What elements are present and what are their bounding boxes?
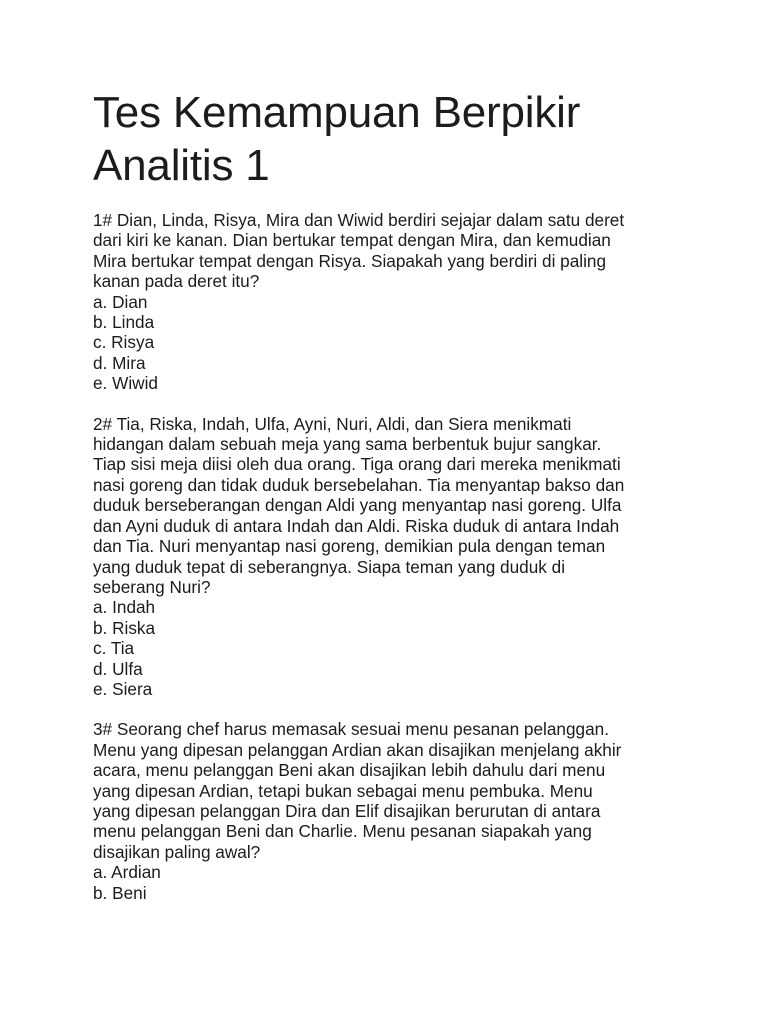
answer-option: e. Siera xyxy=(93,678,153,699)
question-text: 2# Tia, Riska, Indah, Ulfa, Ayni, Nuri, Aldi, dan Siera menikmati hidangan dalam sebuah meja yang sama berbentuk bujur sangkar. Tiap sisi meja diisi oleh dua orang. Tiga orang dari mereka menikmati nasi goreng dan tidak duduk bersebelahan. Tia menyantap bakso dan duduk berseberangan dengan Aldi yang menyantap nasi goreng. Ulfa dan Ayni duduk di antara Indah dan Aldi. Riska duduk di antara Indah dan Tia. Nuri menyantap nasi goreng, demikian pula dengan teman yang duduk tepat di seberangnya. Siapa teman yang duduk di seberang Nuri? xyxy=(93,413,625,597)
answer-options xyxy=(93,292,693,394)
answer-options xyxy=(93,597,693,699)
question-2 xyxy=(93,414,693,700)
answer-option: d. Ulfa xyxy=(93,658,143,679)
answer-option: d. Mira xyxy=(93,352,146,373)
document-page xyxy=(93,86,693,903)
answer-option: a. Ardian xyxy=(93,862,161,883)
answer-option: a. Indah xyxy=(93,597,156,618)
answer-option: b. Beni xyxy=(93,882,147,903)
answer-option: b. Riska xyxy=(93,617,156,638)
answer-options xyxy=(93,862,693,903)
answer-option: c. Tia xyxy=(93,638,135,659)
question-text: 1# Dian, Linda, Risya, Mira dan Wiwid berdiri sejajar dalam satu deret dari kiri ke kanan. Dian bertukar tempat dengan Mira, dan kemudian Mira bertukar tempat dengan Risya. Siapakah yang berdiri di paling kanan pada deret itu? xyxy=(93,210,625,292)
question-text: 3# Seorang chef harus memasak sesuai menu pesanan pelanggan. Menu yang dipesan pelanggan Ardian akan disajikan menjelang akhir acara, menu pelanggan Beni akan disajikan lebih dahulu dari menu yang dipesan Ardian, tetapi bukan sebagai menu pembuka. Menu yang dipesan pelanggan Dira dan Elif disajikan berurutan di antara menu pelanggan Beni dan Charlie. Menu pesanan siapakah yang disajikan paling awal? xyxy=(93,719,622,862)
answer-option: a. Dian xyxy=(93,291,148,312)
page-title: Tes Kemampuan Berpikir Analitis 1 xyxy=(93,88,581,190)
answer-option: c. Risya xyxy=(93,332,155,353)
question-3 xyxy=(93,719,693,903)
answer-option: b. Linda xyxy=(93,312,155,333)
question-1 xyxy=(93,210,693,394)
answer-option: e. Wiwid xyxy=(93,373,158,394)
